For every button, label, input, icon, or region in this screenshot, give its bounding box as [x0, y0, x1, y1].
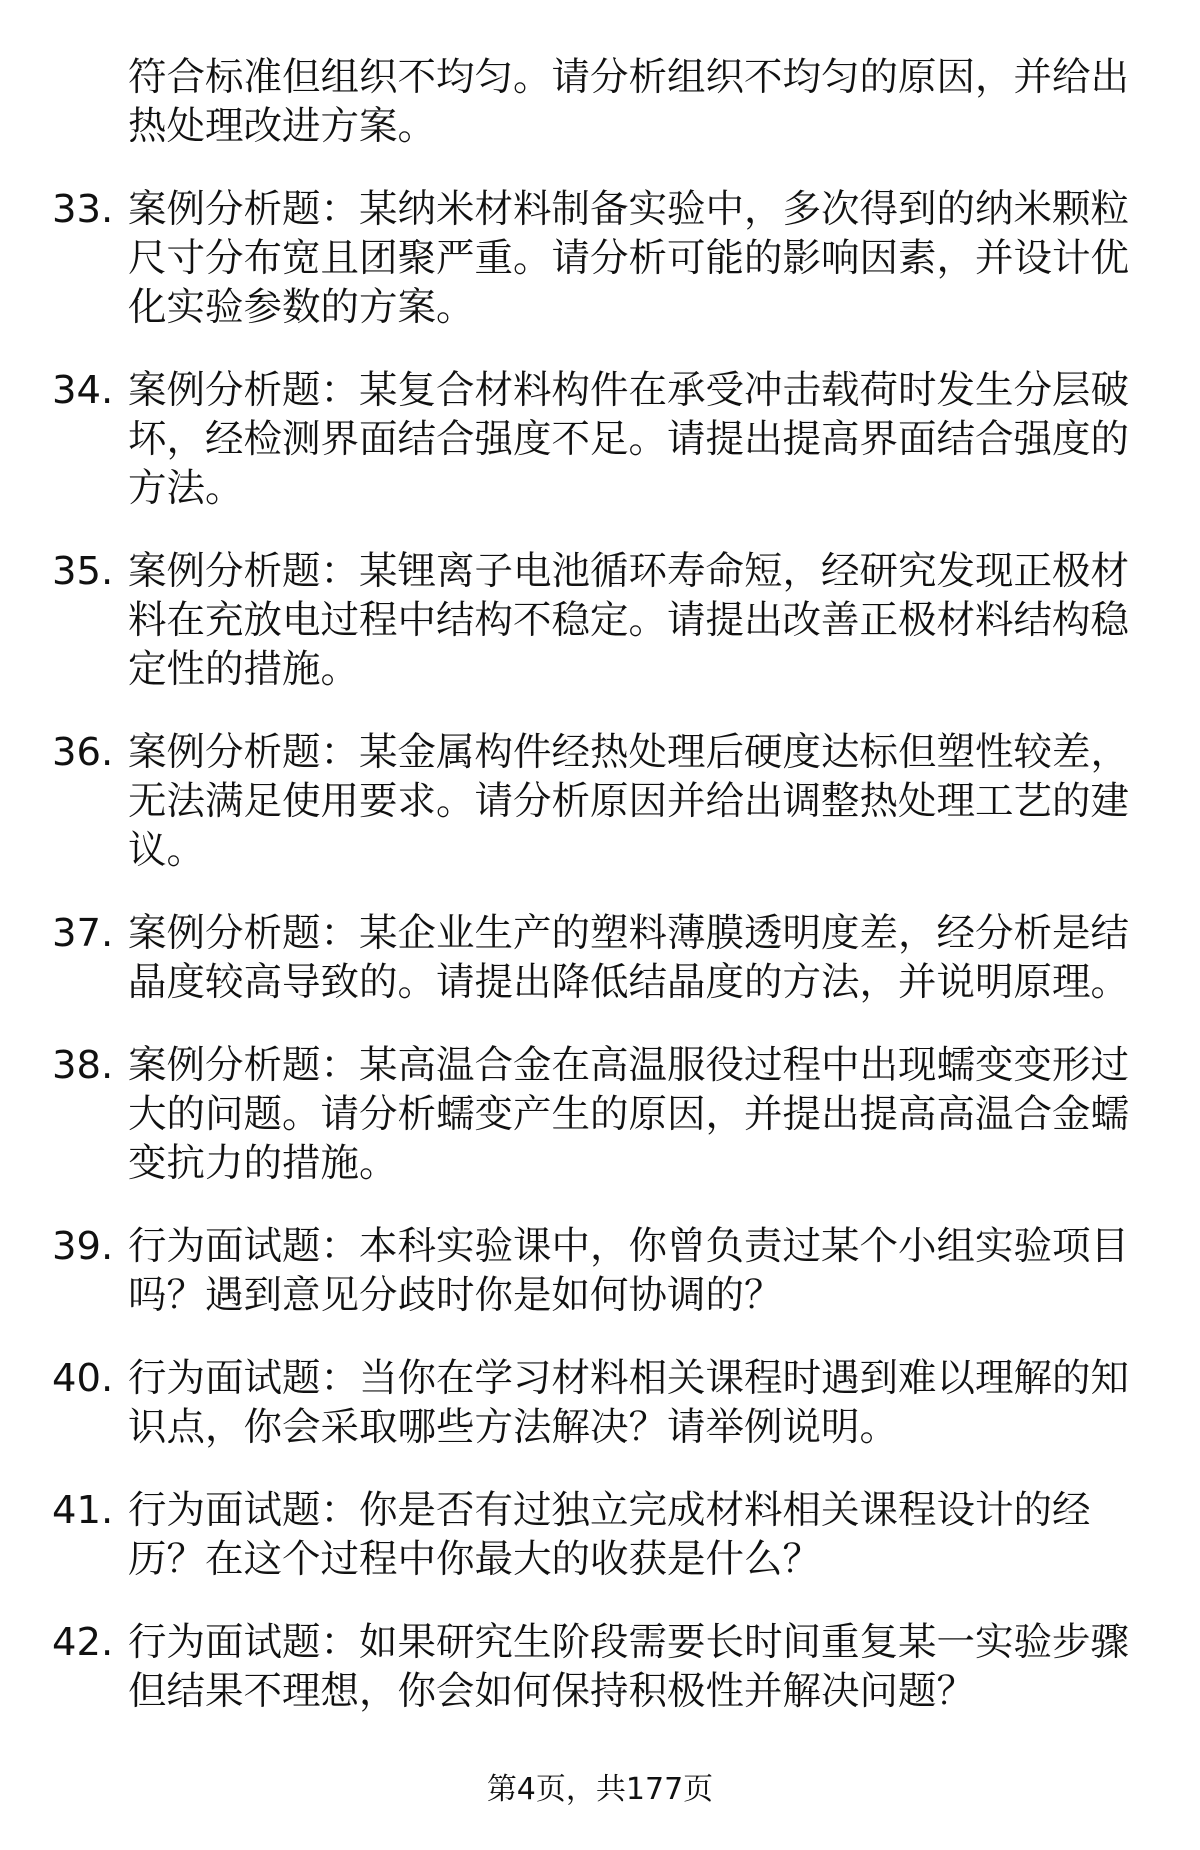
- question-item: [0, 728, 1144, 875]
- question-continuation: [0, 53, 1144, 151]
- question-text: 案例分析题：某锂离子电池循环寿命短，经研究发现正极材料在充放电过程中结构不稳定。请提出改善正极材料结构稳定性的措施。: [128, 549, 1130, 692]
- question-text: 案例分析题：某企业生产的塑料薄膜透明度差，经分析是结晶度较高导致的。请提出降低结晶度的方法，并说明原理。: [128, 911, 1130, 1005]
- question-text: 行为面试题：当你在学习材料相关课程时遇到难以理解的知识点，你会采取哪些方法解决？请举例说明。: [128, 1356, 1130, 1450]
- question-text: 案例分析题：某纳米材料制备实验中，多次得到的纳米颗粒尺寸分布宽且团聚严重。请分析可能的影响因素，并设计优化实验参数的方案。: [128, 187, 1130, 330]
- question-number: 40.: [52, 1356, 114, 1401]
- question-text: 行为面试题：本科实验课中，你曾负责过某个小组实验项目吗？遇到意见分歧时你是如何协调的？: [128, 1224, 1130, 1318]
- question-item: [0, 185, 1144, 332]
- question-item: [0, 1222, 1144, 1320]
- question-item: [0, 1041, 1144, 1188]
- question-item: [0, 366, 1144, 513]
- question-number: 34.: [52, 368, 114, 413]
- question-number: 36.: [52, 730, 114, 775]
- question-number: 35.: [52, 549, 114, 594]
- question-number: 42.: [52, 1620, 114, 1665]
- page-footer: 第4页，共177页: [486, 1772, 714, 1807]
- question-list: [0, 53, 1200, 1750]
- question-text: 符合标准但组织不均匀。请分析组织不均匀的原因，并给出热处理改进方案。: [128, 55, 1130, 149]
- question-item: [0, 547, 1144, 694]
- question-number: 41.: [52, 1488, 114, 1533]
- question-text: 案例分析题：某复合材料构件在承受冲击载荷时发生分层破坏，经检测界面结合强度不足。请提出提高界面结合强度的方法。: [128, 368, 1130, 511]
- question-text: 行为面试题：你是否有过独立完成材料相关课程设计的经历？在这个过程中你最大的收获是什么？: [128, 1488, 1091, 1582]
- question-item: [0, 1618, 1144, 1716]
- question-number: 38.: [52, 1043, 114, 1088]
- question-number: 33.: [52, 187, 114, 232]
- question-item: [0, 1486, 1144, 1584]
- question-text: 案例分析题：某高温合金在高温服役过程中出现蠕变变形过大的问题。请分析蠕变产生的原因，并提出提高高温合金蠕变抗力的措施。: [128, 1043, 1130, 1186]
- question-number: 39.: [52, 1224, 114, 1269]
- question-item: [0, 1354, 1144, 1452]
- question-text: 行为面试题：如果研究生阶段需要长时间重复某一实验步骤但结果不理想，你会如何保持积极性并解决问题？: [128, 1620, 1130, 1714]
- question-item: [0, 909, 1144, 1007]
- question-text: 案例分析题：某金属构件经热处理后硬度达标但塑性较差，无法满足使用要求。请分析原因并给出调整热处理工艺的建议。: [128, 730, 1130, 873]
- question-number: 37.: [52, 911, 114, 956]
